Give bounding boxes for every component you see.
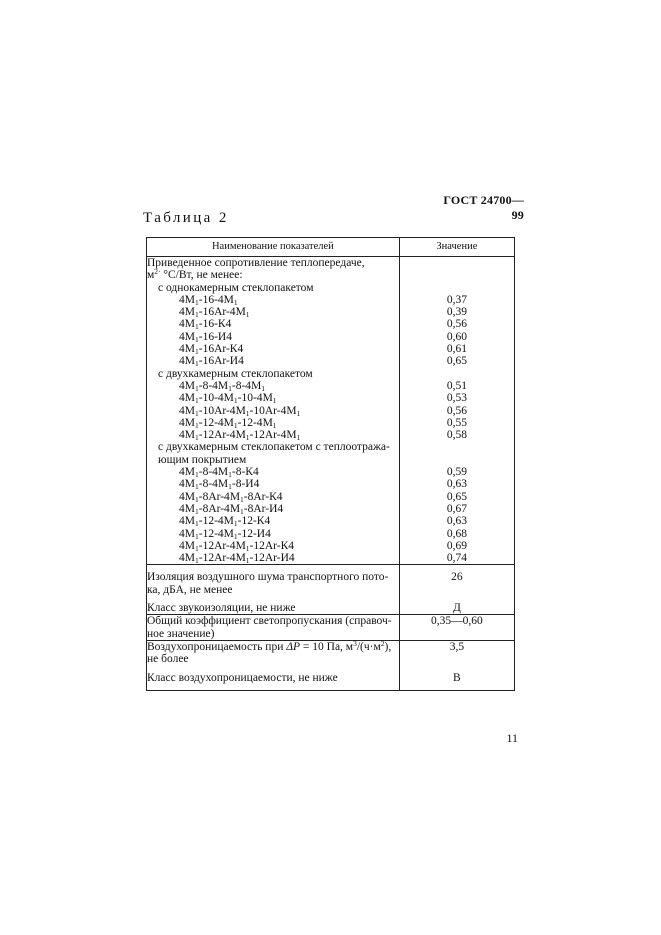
- air-class-value: В: [453, 671, 461, 684]
- noise-value-cell: [399, 565, 514, 615]
- glazing-formula: $4М_1-16-К4$: [179, 318, 232, 332]
- glazing-formula: $4М_1-16-4М_1$: [179, 293, 238, 307]
- light-line1: Общий коэффициент светопропускания (справоч-: [147, 615, 392, 628]
- thermal-resistance-value: 0,61: [446, 343, 467, 356]
- thermal-resistance-value: 0,39: [446, 306, 467, 319]
- glazing-formula: $4М_1-8-4М_1-8-И4$: [179, 478, 260, 492]
- light-value-cell: [399, 615, 514, 641]
- light-name-cell: [147, 615, 400, 641]
- thermal-resistance-row: [147, 257, 515, 565]
- glazing-group-label-cont: ющим покрытием: [158, 453, 247, 466]
- thermal-resistance-value: 0,37: [446, 293, 467, 306]
- air-row: [147, 640, 515, 690]
- thermal-resistance-value: 0,68: [446, 527, 467, 540]
- thermal-title-line2: $м^{2\cdot}$ °С/Вт, не менее:: [147, 267, 243, 282]
- light-value: 0,35—0,60: [431, 615, 483, 628]
- glazing-formula: $4М_1-16Ar-4М_1$: [179, 306, 250, 320]
- glazing-formula: $4М_1-8Ar-4М_1-8Ar-И4$: [179, 502, 284, 516]
- group-value-spacer: [400, 441, 514, 453]
- glazing-group-label: с однокамерным стеклопакетом: [158, 281, 314, 294]
- noise-value: 26: [451, 571, 463, 584]
- air-line2: не более: [147, 653, 189, 666]
- column-header-value: Значение: [399, 238, 514, 257]
- noise-row: [147, 565, 515, 615]
- group-value-spacer: [400, 282, 514, 294]
- thermal-resistance-value: 0,74: [446, 552, 467, 565]
- glazing-formula: $4М_1-8-4М_1-8-4М_1$: [179, 379, 266, 393]
- table-caption: Таблица 2: [143, 210, 229, 226]
- group-value-spacer: [400, 368, 514, 380]
- glazing-formula: $4М_1-16Ar-К4$: [179, 343, 244, 357]
- thermal-resistance-value: 0,53: [446, 392, 467, 405]
- air-name-cell: [147, 640, 400, 690]
- page-number: 11: [506, 731, 518, 745]
- thermal-resistance-value: 0,55: [446, 416, 467, 429]
- glazing-group-label: с двухкамерным стеклопакетом с теплоотража-: [158, 441, 390, 454]
- noise-name-cell: [147, 565, 400, 615]
- glazing-formula: $4М_1-10-4М_1-10-4М_1$: [179, 392, 277, 406]
- glazing-formula: $4М_1-12Ar-4М_1-12Ar-4М_1$: [179, 429, 301, 443]
- thermal-resistance-names: [147, 257, 400, 565]
- thermal-resistance-value: 0,56: [446, 318, 467, 331]
- light-row: [147, 615, 515, 641]
- thermal-resistance-value: 0,69: [446, 539, 467, 552]
- standard-code: ГОСТ 24700—99: [443, 193, 524, 222]
- thermal-resistance-value: 0,59: [446, 466, 467, 479]
- glazing-group-label: с двухкамерным стеклопакетом: [158, 367, 313, 380]
- glazing-formula: $4М_1-10Ar-4М_1-10Ar-4М_1$: [179, 404, 301, 418]
- glazing-formula: $4М_1-12Ar-4М_1-12Ar-К4$: [179, 539, 295, 553]
- thermal-resistance-value: 0,60: [446, 330, 467, 343]
- sound-class-label: Класс звукоизоляции, не ниже: [147, 602, 296, 615]
- glazing-formula: $4М_1-12-4М_1-12-И4$: [179, 527, 271, 541]
- noise-line1: Изоляция воздушного шума транспортного пото-: [147, 571, 389, 584]
- air-class-label: Класс воздухопроницаемости, не ниже: [147, 671, 338, 684]
- thermal-resistance-value: 0,67: [446, 502, 467, 515]
- thermal-title-line1: Приведенное сопротивление теплопередаче,: [147, 257, 365, 269]
- glazing-formula: $4М_1-16Ar-И4$: [179, 355, 244, 369]
- thermal-resistance-value: 0,63: [446, 515, 467, 528]
- column-header-name: Наименование показателей: [147, 238, 400, 257]
- thermal-resistance-value: 0,65: [446, 355, 467, 368]
- thermal-resistance-value: 0,58: [446, 429, 467, 442]
- specification-table: [146, 237, 515, 691]
- glazing-formula: $4М_1-16-И4$: [179, 330, 232, 344]
- sound-class-value: Д: [452, 602, 461, 615]
- noise-line2: ка, дБА, не менее: [147, 583, 233, 596]
- air-value-cell: [399, 640, 514, 690]
- table-header-row: [147, 238, 515, 257]
- thermal-resistance-value: 0,65: [446, 490, 467, 503]
- light-line2: ное значение): [147, 627, 215, 640]
- glazing-formula: $4М_1-8-4М_1-8-К4$: [179, 466, 259, 480]
- thermal-resistance-values: [399, 257, 514, 565]
- glazing-formula: $4М_1-12Ar-4М_1-12Ar-И4$: [179, 552, 295, 566]
- thermal-resistance-value: 0,63: [446, 478, 467, 491]
- thermal-resistance-value: 0,56: [446, 404, 467, 417]
- group-value-spacer: [400, 454, 514, 466]
- glazing-formula: $4М_1-12-4М_1-12-4М_1$: [179, 416, 277, 430]
- air-line1: Воздухопроницаемость при ΔP = 10 Па, $м^3/(ч\cdot м^2)$,: [147, 638, 392, 653]
- glazing-formula: $4М_1-8Ar-4М_1-8Ar-К4$: [179, 490, 283, 504]
- thermal-resistance-value: 0,51: [446, 379, 467, 392]
- glazing-formula: $4М_1-12-4М_1-12-К4$: [179, 515, 271, 529]
- air-value: 3,5: [449, 640, 465, 653]
